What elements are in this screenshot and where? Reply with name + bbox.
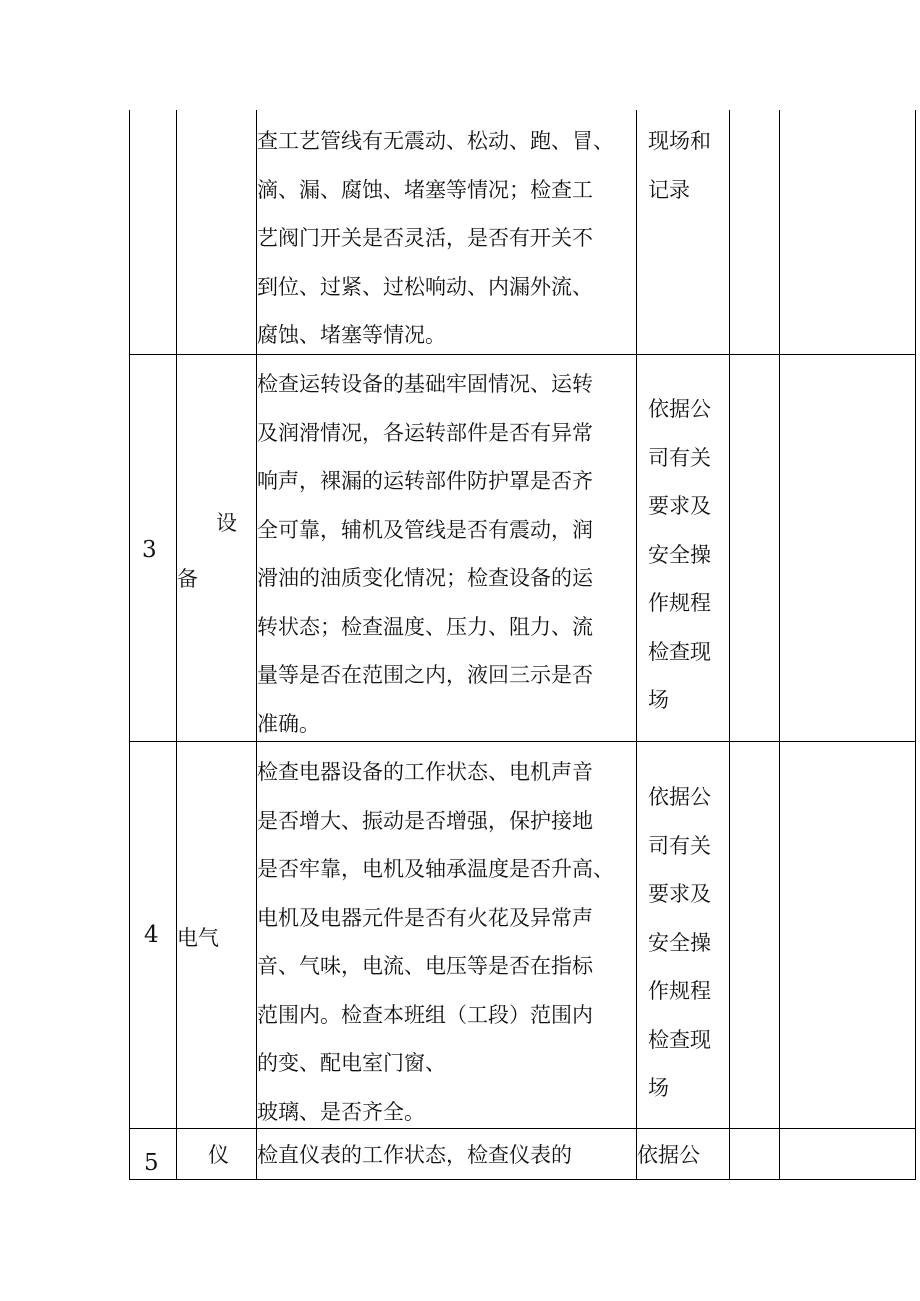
table-cell-number: 4 [144,922,159,948]
table-cell-number: 5 [144,1150,159,1176]
table-cell-basis: 依据公 [637,1143,700,1167]
table-cell-category: 备 [177,567,198,591]
table-cell-basis: 依据公 司有关 要求及 安全操 作规程 检查现 场 [648,785,711,1100]
table-cell-content: 查工艺管线有无震动、松动、跑、冒、 滴、漏、腐蚀、堵塞等情况；检查工 艺阀门开关是否灵活，是否有开关不 到位、过紧、过松响动、内漏外流、 腐蚀、堵塞等情况。 [257,129,614,347]
column-divider [176,110,177,1180]
table-cell-content: 检查电器设备的工作状态、电机声音 是否增大、振动是否增强，保护接地 是否牢靠，电机及轴承温度是否升高、 电机及电器元件是否有火花及异常声 音、气味，电流、电压等是否在指标 范围内。检查本班组（工段）范围内 的变、配电室门窗、 玻璃、是否齐全。 [257,760,614,1124]
inspection-table [129,110,916,1180]
table-cell-category: 设 [216,511,237,535]
table-border-right [915,110,916,1180]
table-cell-basis: 现场和 记录 [648,129,711,202]
table-cell-number: 3 [142,537,157,563]
column-divider [779,110,780,1180]
table-cell-content: 检直仪表的工作状态，检查仪表的 [257,1143,572,1167]
column-divider [729,110,730,1180]
table-cell-category: 仪 [208,1143,229,1167]
table-cell-category: 电气 [177,926,219,950]
table-cell-content: 检查运转设备的基础牢固情况、运转 及润滑情况，各运转部件是否有异常 响声，裸漏的运转部件防护罩是否齐 全可靠，辅机及管线是否有震动，润 滑油的油质变化情况；检查设备的运 转状态；检查温度、压力、阻力、流 量等是否在范围之内，液回三示是否 准确。 [257,372,593,736]
table-cell-basis: 依据公 司有关 要求及 安全操 作规程 检查现 场 [648,397,711,712]
table-border-left [129,110,130,1180]
